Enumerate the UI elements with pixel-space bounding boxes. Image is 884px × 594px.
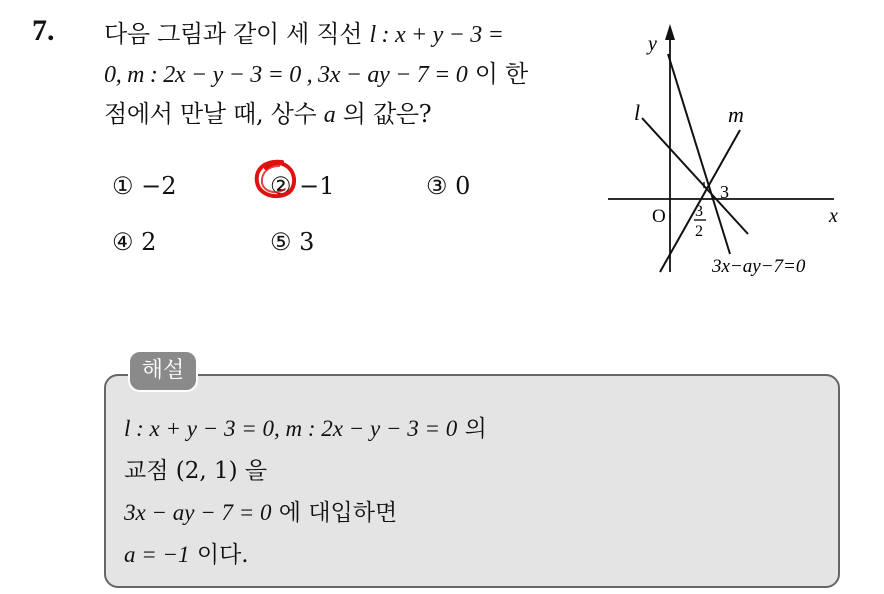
question-text: 다음 그림과 같이 세 직선 (104, 20, 370, 48)
line-l-label: l (634, 100, 641, 125)
answer-circle-mark (252, 158, 300, 202)
question-line-3 (104, 94, 431, 129)
question-text: 점에서 만날 때, 상수 (104, 100, 324, 128)
choice-marker: ① (112, 172, 134, 200)
question-math: l : x + y − 3 = (369, 22, 504, 48)
question-math: a (323, 102, 336, 128)
origin-label: O (652, 206, 666, 227)
choice-marker: ② (270, 172, 292, 200)
choice-marker: ③ (426, 172, 448, 200)
solution-text: 이다. (189, 542, 249, 568)
graph-figure (600, 10, 850, 282)
choice-value: −1 (299, 172, 335, 200)
solution-text: 의 (457, 416, 487, 442)
choice-3[interactable] (426, 172, 470, 200)
question-number: 7. (32, 14, 55, 47)
solution-math: a = −1 (124, 542, 190, 567)
solution-text: 을 (237, 458, 268, 484)
question-line-1 (104, 14, 504, 49)
choice-1[interactable] (112, 172, 177, 200)
solution-text: 교점 (124, 458, 176, 484)
line-m-label: m (728, 102, 744, 127)
solution-text: 에 대입하면 (271, 500, 398, 526)
choice-marker: ⑤ (270, 228, 292, 256)
solution-math: (2, 1) (175, 458, 238, 484)
question-text: 의 값은? (335, 100, 432, 128)
choice-marker: ④ (112, 228, 134, 256)
solution-tab: 해설 (128, 350, 198, 392)
choice-value: 0 (455, 172, 471, 200)
fraction-numerator: 3 (695, 203, 703, 220)
solution-math: 3x − ay − 7 = 0 (124, 500, 272, 525)
solution-line-3 (124, 494, 397, 527)
solution-math: l : x + y − 3 = 0, m : 2x − y − 3 = 0 (124, 416, 458, 441)
choice-4[interactable] (112, 228, 156, 256)
y-axis-arrow (665, 24, 675, 40)
choice-value: −2 (141, 172, 177, 200)
x-axis-label: x (829, 205, 838, 227)
question-text: 이 한 (467, 60, 528, 88)
choice-value: 3 (299, 228, 315, 256)
solution-line-1 (124, 410, 487, 443)
y-value-label: 3 (720, 182, 729, 202)
choice-5[interactable] (270, 228, 314, 256)
choice-value: 2 (141, 228, 157, 256)
solution-line-4 (124, 536, 249, 569)
third-line-label: 3x−ay−7=0 (712, 256, 806, 277)
question-math: 0, m : 2x − y − 3 = 0 , 3x − ay − 7 = 0 (104, 62, 468, 88)
fraction-denominator: 2 (695, 223, 703, 240)
y-axis-label: y (648, 33, 657, 55)
solution-line-2 (124, 452, 267, 485)
question-line-2 (104, 54, 528, 89)
